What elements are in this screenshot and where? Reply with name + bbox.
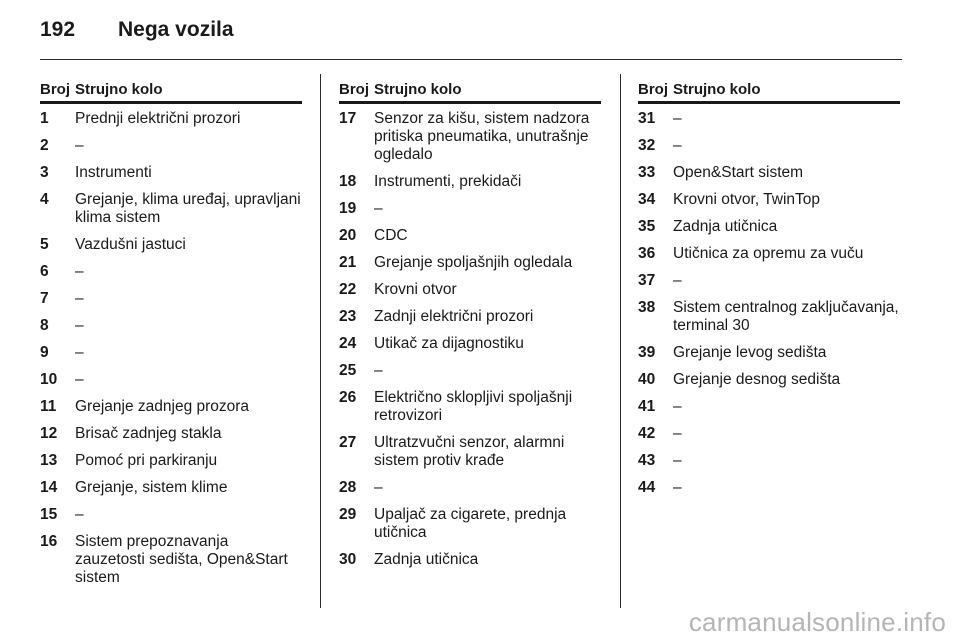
fuse-number: 24 [339,335,357,352]
table-rows [638,110,900,497]
fuse-table-column-3 [638,80,900,497]
circuit-name: Grejanje, sistem klime [75,479,228,496]
circuit-name: – [374,362,383,379]
fuse-number: 21 [339,254,357,271]
fuse-number: 39 [638,344,656,361]
fuse-number: 6 [40,263,49,280]
table-header [638,80,900,99]
circuit-name: – [75,263,84,280]
table-row [638,272,900,290]
table-row [40,371,302,389]
circuit-name: – [673,425,682,442]
table-row [339,551,601,569]
circuit-name: Električno sklopljivi spoljašnji retrovizori [374,389,573,424]
table-row [40,452,302,470]
circuit-name: – [75,137,84,154]
circuit-name: Grejanje levog sedišta [673,344,827,361]
table-row [339,362,601,380]
header-circuit: Strujno kolo [374,81,462,98]
fuse-number: 43 [638,452,656,469]
fuse-number: 19 [339,200,357,217]
table-header-rule [40,101,302,104]
table-row [638,398,900,416]
fuse-number: 17 [339,110,357,127]
fuse-number: 11 [40,398,57,415]
circuit-name: Zadnja utičnica [673,218,778,235]
table-row [40,236,302,254]
circuit-name: – [673,398,682,415]
fuse-number: 18 [339,173,357,190]
table-row [638,452,900,470]
fuse-number: 37 [638,272,656,289]
page-title: Nega vozila [118,18,234,41]
fuse-number: 35 [638,218,656,235]
header-number: Broj [638,81,668,98]
table-row [40,533,302,587]
table-row [40,479,302,497]
table-row [339,434,601,470]
table-rows [339,110,601,569]
circuit-name: Zadnja utičnica [374,551,479,568]
circuit-name: Pomoć pri parkiranju [75,452,218,469]
circuit-name: – [673,452,682,469]
circuit-name: – [673,137,682,154]
table-row [638,344,900,362]
fuse-number: 2 [40,137,49,154]
circuit-name: – [75,371,84,388]
table-row [40,263,302,281]
table-row [339,110,601,164]
table-header-rule [638,101,900,104]
table-rows [40,110,302,587]
fuse-number: 3 [40,164,49,181]
table-row [339,254,601,272]
table-row [339,479,601,497]
page-header [40,18,234,46]
fuse-number: 44 [638,479,656,496]
circuit-name: Vazdušni jastuci [75,236,186,253]
table-row [638,479,900,497]
circuit-name: Senzor za kišu, sistem nadzora pritiska pneumatika, unutrašnje ogledalo [374,110,590,163]
table-row [638,371,900,389]
table-row [638,110,900,128]
circuit-name: Upaljač za cigarete, prednja utičnica [374,506,567,541]
fuse-number: 9 [40,344,49,361]
fuse-number: 28 [339,479,357,496]
circuit-name: – [374,200,383,217]
table-row [40,425,302,443]
fuse-number: 16 [40,533,58,550]
table-row [638,191,900,209]
circuit-name: – [75,344,84,361]
fuse-number: 30 [339,551,357,568]
fuse-number: 20 [339,227,357,244]
header-number: Broj [339,81,369,98]
circuit-name: – [75,506,84,523]
table-row [339,335,601,353]
circuit-name: Sistem prepoznavanja zauzetosti sedišta, Open&Start sistem [75,533,288,586]
fuse-number: 7 [40,290,49,307]
table-row [40,137,302,155]
fuse-number: 42 [638,425,656,442]
circuit-name: Zadnji električni prozori [374,308,534,325]
table-row [40,290,302,308]
table-row [40,317,302,335]
table-row [638,299,900,335]
fuse-number: 15 [40,506,58,523]
circuit-name: Instrumenti [75,164,152,181]
fuse-number: 4 [40,191,49,208]
fuse-number: 36 [638,245,656,262]
circuit-name: Open&Start sistem [673,164,804,181]
table-row [638,425,900,443]
circuit-name: Utikač za dijagnostiku [374,335,524,352]
fuse-number: 40 [638,371,656,388]
fuse-number: 25 [339,362,357,379]
table-row [638,164,900,182]
circuit-name: CDC [374,227,408,244]
circuit-name: Sistem centralnog zaključavanja, terminal 30 [673,299,899,334]
circuit-name: – [75,317,84,334]
fuse-number: 22 [339,281,357,298]
circuit-name: Brisač zadnjeg stakla [75,425,222,442]
fuse-number: 10 [40,371,58,388]
circuit-name: – [374,479,383,496]
circuit-name: Grejanje zadnjeg prozora [75,398,250,415]
table-row [339,308,601,326]
table-row [339,227,601,245]
fuse-number: 32 [638,137,656,154]
table-row [339,389,601,425]
fuse-number: 14 [40,479,58,496]
table-row [339,173,601,191]
fuse-number: 13 [40,452,58,469]
table-row [638,245,900,263]
table-row [40,164,302,182]
circuit-name: Utičnica za opremu za vuču [673,245,864,262]
circuit-name: Krovni otvor [374,281,457,298]
circuit-name: Instrumenti, prekidači [374,173,522,190]
watermark: carmanualsonline.info [688,607,946,637]
circuit-name: Prednji električni prozori [75,110,241,127]
circuit-name: – [673,272,682,289]
fuse-number: 5 [40,236,49,253]
table-row [40,344,302,362]
table-header [339,80,601,99]
table-row [339,281,601,299]
fuse-table-column-1 [40,80,302,587]
fuse-number: 23 [339,308,357,325]
table-row [339,200,601,218]
fuse-number: 29 [339,506,357,523]
header-number: Broj [40,81,70,98]
fuse-number: 38 [638,299,656,316]
circuit-name: – [673,479,682,496]
circuit-name: – [673,110,682,127]
circuit-name: Krovni otvor, TwinTop [673,191,821,208]
fuse-number: 31 [638,110,656,127]
header-rule [40,59,902,60]
circuit-name: Ultratzvučni senzor, alarmni sistem protiv krađe [374,434,565,469]
fuse-number: 33 [638,164,656,181]
fuse-number: 1 [40,110,49,127]
table-row [638,137,900,155]
table-row [40,110,302,128]
fuse-table-column-2 [339,80,601,569]
table-header-rule [339,101,601,104]
circuit-name: Grejanje desnog sedišta [673,371,841,388]
fuse-number: 27 [339,434,357,451]
column-divider [320,74,321,608]
table-row [638,218,900,236]
table-header [40,80,302,99]
fuse-number: 34 [638,191,656,208]
fuse-number: 41 [638,398,656,415]
table-row [339,506,601,542]
table-row [40,191,302,227]
circuit-name: Grejanje, klima uređaj, upravljani klima sistem [75,191,301,226]
circuit-name: Grejanje spoljašnjih ogledala [374,254,573,271]
fuse-number: 12 [40,425,58,442]
circuit-name: – [75,290,84,307]
table-row [40,506,302,524]
fuse-number: 8 [40,317,49,334]
fuse-number: 26 [339,389,357,406]
header-circuit: Strujno kolo [75,81,163,98]
page-number: 192 [40,18,76,41]
column-divider [620,74,621,608]
header-circuit: Strujno kolo [673,81,761,98]
table-row [40,398,302,416]
